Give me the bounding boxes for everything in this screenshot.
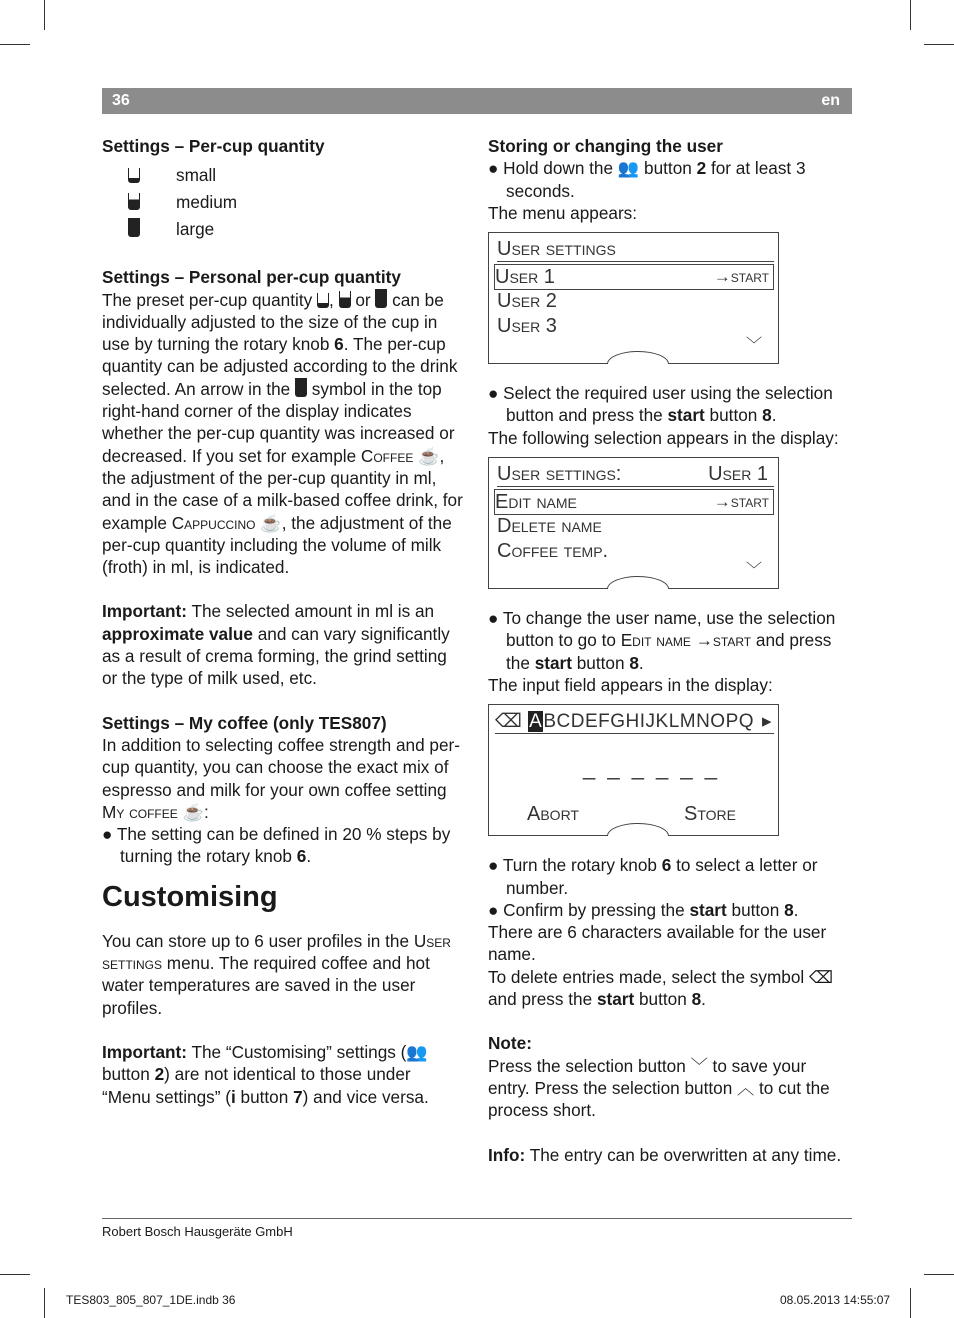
- display-input-field: [488, 704, 779, 836]
- print-slug-file: TES803_805_807_1DE.indb 36: [66, 1293, 236, 1307]
- crop-mark: [910, 1288, 911, 1318]
- important-note-2: Important: The “Customising” settings (👥 button 2) are not identical to those under “Menu settings” (i button 7) and vice versa.: [102, 1041, 429, 1107]
- display-row: User 3: [497, 315, 557, 338]
- abort-option: Abort: [527, 802, 579, 825]
- display-title: User settings: User 1: [497, 462, 774, 487]
- chevron-up-icon: ︿: [737, 1077, 755, 1098]
- my-coffee-icon: ☕: [182, 801, 204, 822]
- medium-cup-icon: [128, 193, 140, 210]
- name-entry-field: _ _ _ _ _ _: [583, 755, 720, 781]
- chevron-down-icon: ﹀: [745, 561, 762, 579]
- bullet-change-name: ● To change the user name, use the selection button to go to Edit name →start and press the start button 8.: [488, 608, 836, 673]
- cup-label: small: [176, 164, 217, 185]
- bullet-turn-knob: ● Turn the rotary knob 6 to select a letter or number.: [488, 855, 818, 898]
- left-column: [102, 135, 464, 1108]
- bullet-hold-down: ● Hold down the 👥 button 2 for at least 3 seconds.: [488, 158, 806, 201]
- selection-appears-text: The following selection appears in the display:: [488, 427, 839, 448]
- crop-mark: [44, 1288, 45, 1318]
- display-knob-notch: [607, 576, 669, 589]
- right-column: [488, 135, 850, 1166]
- crop-mark: [924, 1274, 954, 1275]
- cup-label: medium: [176, 191, 238, 212]
- crop-mark: [924, 44, 954, 45]
- display-knob-notch: [607, 351, 669, 364]
- page-header: [102, 88, 852, 114]
- small-cup-icon: [317, 293, 329, 308]
- menu-appears-text: The menu appears:: [488, 202, 638, 223]
- paragraph-customising: You can store up to 6 user profiles in the User settings menu. The required coffee and hot water temperatures are saved in the user profiles.: [102, 930, 451, 1018]
- small-cup-icon: [128, 168, 140, 183]
- display-row-selected: User 1 →start: [494, 264, 774, 290]
- important-note-1: Important: The selected amount in ml is an approximate value and can vary significantly as a result of crema forming, the grind setting or the type of milk used, etc.: [102, 601, 450, 689]
- print-slug-date: 08.05.2013 14:55:07: [780, 1293, 891, 1307]
- heading-my-coffee: Settings – My coffee (only TES807): [102, 712, 387, 733]
- info-text: Info: The entry can be overwritten at any time.: [488, 1144, 842, 1165]
- display-row-selected: Edit name →start: [494, 489, 774, 515]
- triangle-right-icon: ▸: [761, 711, 772, 733]
- paragraph-personal-quantity: The preset per-cup quantity , or can be individually adjusted to the size of the cup in use by turning the rotary knob 6. The per-cup quantity can be adjusted according to the drink selected. An arrow in the symbol in the top right-hand corner of the display indicates whether the per-cup quantity was increased or decreased. If you set for example Coffee ☕, the adjustment of the per-cup quantity in ml, and in the case of a milk-based coffee drink, for example Cappuccino ☕, the adjustment of the per-cup quantity including the volume of milk (froth) in ml, is indicated.: [102, 289, 463, 578]
- footer-company: Robert Bosch Hausgeräte GmbH: [102, 1224, 293, 1239]
- coffee-cup-icon: ☕: [418, 445, 440, 466]
- info-icon: i: [230, 1086, 236, 1107]
- display-row: Coffee temp.: [497, 540, 609, 563]
- backspace-icon: ⌫: [495, 711, 523, 733]
- display-user-options: [488, 457, 779, 589]
- large-cup-icon: [375, 289, 387, 308]
- alphabet-row: ⌫ ABCDEFGHIJKLMNOPQ ▸: [495, 711, 772, 733]
- large-cup-icon: [128, 218, 140, 237]
- crop-mark: [0, 44, 30, 45]
- display-user-settings: [488, 232, 779, 364]
- paragraph-characters: There are 6 characters available for the user name.: [488, 922, 827, 965]
- cup-size-small: [102, 161, 464, 188]
- note-label: Note:: [488, 1033, 532, 1054]
- users-icon: 👥: [406, 1041, 428, 1062]
- crop-mark: [44, 0, 45, 30]
- page-number: 36: [112, 92, 130, 109]
- paragraph-my-coffee: In addition to selecting coffee strength and per-cup quantity, you can choose the exact mix of espresso and milk for your own coffee setting My coffee ☕:: [102, 734, 460, 822]
- bullet-my-coffee: ● The setting can be defined in 20 % steps by turning the rotary knob 6.: [102, 824, 451, 867]
- display-knob-notch: [607, 823, 669, 836]
- selected-letter: A: [529, 711, 543, 733]
- display-row: Delete name: [497, 515, 602, 538]
- users-icon: 👥: [617, 158, 640, 179]
- heading-per-cup: Settings – Per-cup quantity: [102, 136, 325, 156]
- heading-storing-user: Storing or changing the user: [488, 136, 723, 156]
- input-appears-text: The input field appears in the display:: [488, 674, 773, 695]
- backspace-icon: ⌫: [809, 966, 834, 987]
- cup-size-medium: [102, 188, 464, 215]
- bullet-confirm: ● Confirm by pressing the start button 8.: [488, 899, 799, 920]
- footer-divider: [102, 1218, 852, 1219]
- crop-mark: [0, 1274, 30, 1275]
- chevron-down-icon: ﹀: [690, 1055, 708, 1076]
- store-option: Store: [684, 802, 736, 825]
- cup-label: large: [176, 218, 215, 239]
- section-title: Customising: [102, 880, 278, 913]
- large-cup-icon: [295, 378, 307, 397]
- language-code: en: [821, 92, 840, 109]
- cup-size-large: [102, 215, 464, 242]
- heading-personal-quantity: Settings – Personal per-cup quantity: [102, 267, 401, 288]
- display-row: User 2: [497, 290, 557, 313]
- crop-mark: [910, 0, 911, 30]
- paragraph-delete: To delete entries made, select the symbol ⌫ and press the start button 8.: [488, 966, 834, 1010]
- note-text: Press the selection button ﹀ to save your entry. Press the selection button ︿ to cut the process short.: [488, 1055, 830, 1121]
- bullet-select-user: ● Select the required user using the selection button and press the start button 8.: [488, 383, 833, 426]
- display-title: User settings: [497, 237, 774, 262]
- cappuccino-icon: ☕: [260, 512, 282, 533]
- medium-cup-icon: [339, 291, 351, 308]
- chevron-down-icon: ﹀: [745, 336, 762, 354]
